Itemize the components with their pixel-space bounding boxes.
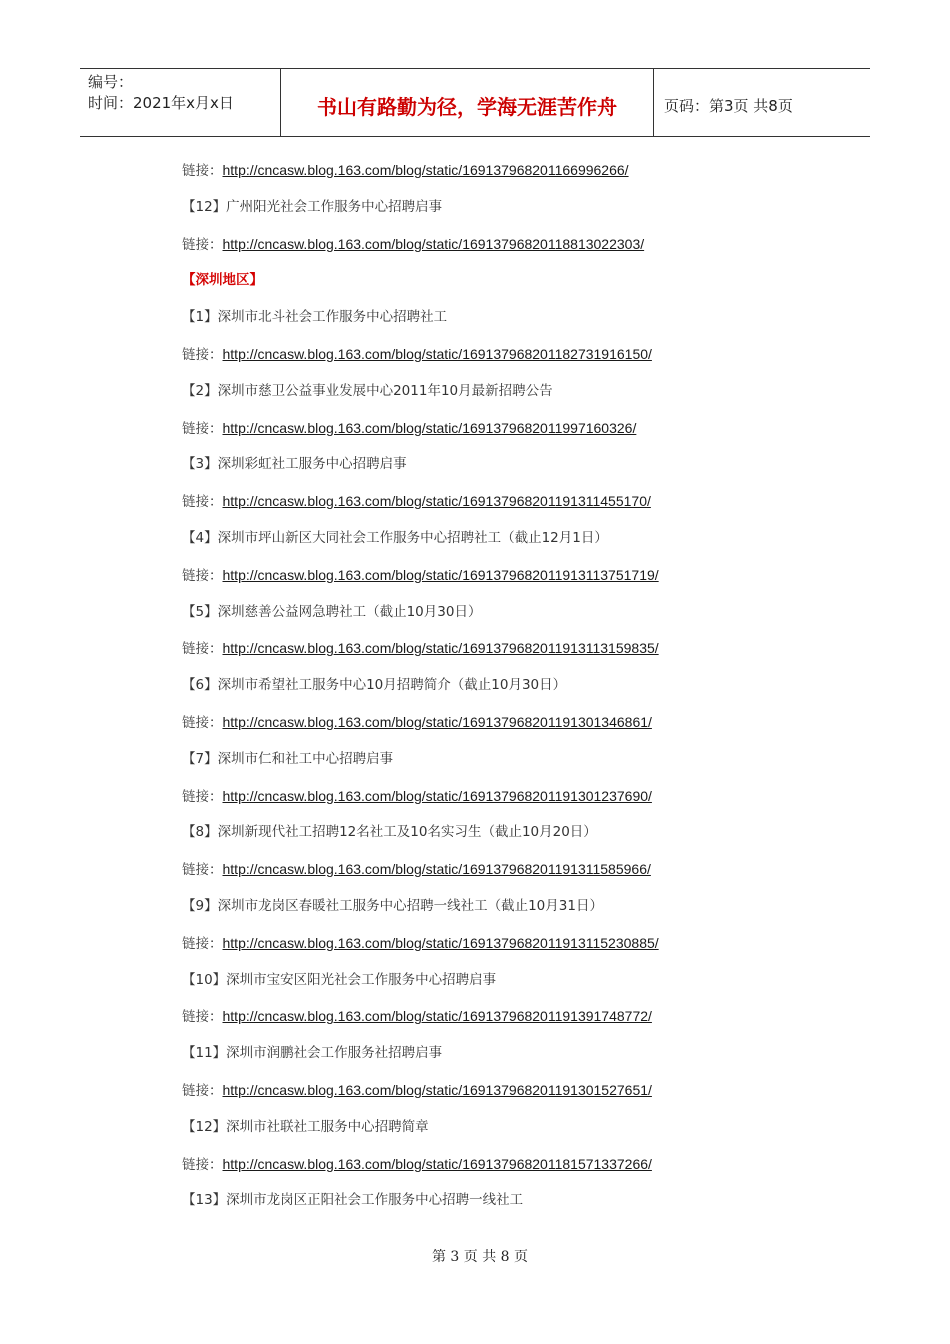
link-prefix: 链接： — [182, 862, 223, 879]
list-item: 【7】深圳市仁和社工中心招聘启事 — [182, 750, 394, 767]
list-item: 【8】深圳新现代社工招聘12名社工及10名实习生（截止10月20日） — [182, 824, 597, 841]
link-prefix: 链接： — [182, 641, 223, 658]
list-item: 【3】深圳彩虹社工服务中心招聘启事 — [182, 456, 407, 473]
link-line — [182, 336, 822, 373]
link-prefix: 链接： — [182, 420, 223, 437]
link-prefix: 链接： — [182, 1082, 223, 1099]
list-item: 【13】深圳市龙岗区正阳社会工作服务中心招聘一线社工 — [182, 1192, 524, 1209]
link-line — [182, 778, 822, 815]
number-label: 编号： — [88, 73, 134, 91]
url-link[interactable]: http://cncasw.blog.163.com/blog/static/169137968201166996266/ — [222, 162, 629, 178]
list-item: 【10】深圳市宝安区阳光社会工作服务中心招聘启事 — [182, 971, 497, 988]
link-prefix: 链接： — [182, 163, 223, 179]
link-line — [182, 557, 822, 594]
link-prefix: 链接： — [182, 1009, 223, 1026]
list-item: 【6】深圳市希望社工服务中心10月招聘简介（截止10月30日） — [182, 677, 567, 694]
header-motto: 书山有路勤为径，学海无涯苦作舟 — [281, 69, 654, 136]
url-link[interactable]: http://cncasw.blog.163.com/blog/static/169137968201191301346861/ — [222, 713, 652, 730]
url-link[interactable]: http://cncasw.blog.163.com/blog/static/169137968201191391748772/ — [222, 1008, 652, 1025]
url-link[interactable]: http://cncasw.blog.163.com/blog/static/1691379682011913113751719/ — [222, 566, 659, 583]
date-label: 时间：2021年x月x日 — [88, 94, 234, 112]
link-line — [182, 483, 822, 520]
link-line — [182, 152, 822, 189]
document-body — [182, 152, 822, 1219]
link-line — [182, 851, 822, 888]
link-prefix: 链接： — [182, 494, 223, 511]
url-link[interactable]: http://cncasw.blog.163.com/blog/static/169137968201191311585966/ — [222, 861, 651, 878]
list-item: 【4】深圳市坪山新区大同社会工作服务中心招聘社工（截止12月1日） — [182, 529, 608, 546]
link-line — [182, 630, 822, 667]
url-link[interactable]: http://cncasw.blog.163.com/blog/static/169137968201191311455170/ — [222, 493, 651, 510]
page-footer: 第 3 页 共 8 页 — [431, 1249, 529, 1265]
link-line — [182, 704, 822, 741]
link-prefix: 链接： — [182, 236, 223, 253]
link-prefix: 链接： — [182, 935, 223, 952]
link-prefix: 链接： — [182, 567, 223, 584]
document-header — [80, 68, 870, 137]
list-item: 【9】深圳市龙岗区春暖社工服务中心招聘一线社工（截止10月31日） — [182, 897, 603, 914]
header-page-info: 页码：第3页 共8页 — [664, 97, 793, 115]
link-prefix: 链接： — [182, 788, 223, 805]
list-item: 【12】深圳市社联社工服务中心招聘简章 — [182, 1118, 429, 1135]
url-link[interactable]: http://cncasw.blog.163.com/blog/static/16913796820118813022303/ — [222, 235, 645, 252]
url-link[interactable]: http://cncasw.blog.163.com/blog/static/1691379682011997160326/ — [222, 419, 637, 436]
url-link[interactable]: http://cncasw.blog.163.com/blog/static/1691379682011913113159835/ — [222, 640, 659, 657]
link-line — [182, 410, 822, 447]
url-link[interactable]: http://cncasw.blog.163.com/blog/static/169137968201191301237690/ — [222, 787, 652, 804]
url-link[interactable]: http://cncasw.blog.163.com/blog/static/1691379682011913115230885/ — [222, 934, 659, 951]
list-item: 【2】深圳市慈卫公益事业发展中心2011年10月最新招聘公告 — [182, 382, 553, 399]
list-item: 【11】深圳市润鹏社会工作服务社招聘启事 — [182, 1045, 443, 1062]
url-link[interactable]: http://cncasw.blog.163.com/blog/static/169137968201191301527651/ — [222, 1081, 652, 1098]
section-heading: 【深圳地区】 — [182, 272, 263, 289]
link-line — [182, 226, 822, 263]
url-link[interactable]: http://cncasw.blog.163.com/blog/static/169137968201181571337266/ — [222, 1155, 652, 1172]
list-item: 【1】深圳市北斗社会工作服务中心招聘社工 — [182, 309, 448, 326]
list-item: 【12】广州阳光社会工作服务中心招聘启事 — [182, 198, 443, 215]
list-item: 【5】深圳慈善公益网急聘社工（截止10月30日） — [182, 603, 482, 620]
url-link[interactable]: http://cncasw.blog.163.com/blog/static/169137968201182731916150/ — [222, 345, 652, 362]
link-line — [182, 925, 822, 962]
header-meta — [80, 69, 281, 136]
link-prefix: 链接： — [182, 1156, 223, 1173]
link-prefix: 链接： — [182, 714, 223, 731]
link-line — [182, 1146, 822, 1183]
link-line — [182, 1072, 822, 1109]
link-prefix: 链接： — [182, 346, 223, 363]
link-line — [182, 998, 822, 1035]
